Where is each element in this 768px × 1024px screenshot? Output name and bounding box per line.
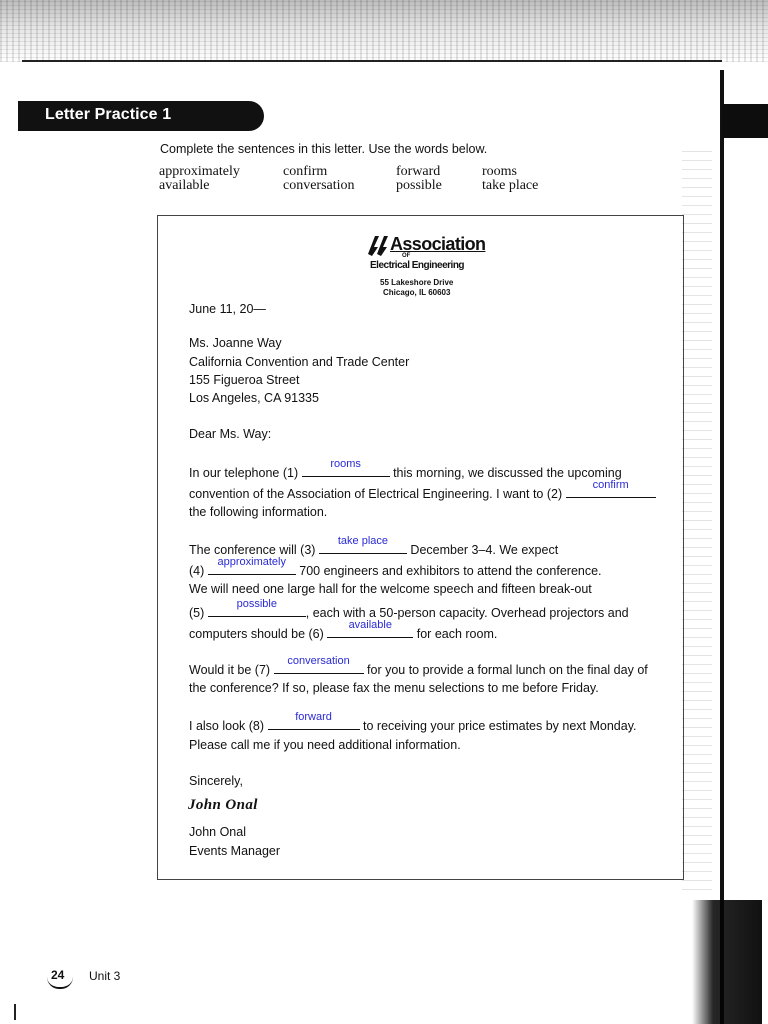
text-fragment: In our telephone — [189, 466, 283, 480]
text-fragment: convention of the Association of Electrical Engineering. I want to — [189, 487, 547, 501]
scan-noise-top — [0, 0, 768, 62]
paragraph-2-line-2 — [189, 556, 602, 578]
paragraph-2-line-1 — [189, 535, 559, 557]
paragraph-2-line-5 — [189, 619, 498, 641]
word-bank-item: conversation — [283, 178, 355, 193]
letterhead-logo — [368, 234, 486, 274]
page-number-underline — [47, 977, 73, 989]
word-bank-item: forward — [396, 164, 441, 179]
text-fragment: The conference will — [189, 543, 301, 557]
recipient-line: Los Angeles, CA 91335 — [189, 391, 319, 405]
text-fragment: to receiving your price estimates by next Monday. — [359, 719, 637, 733]
paragraph-1-line-1 — [189, 458, 622, 480]
paragraph-4-line-2: Please call me if you need additional information. — [189, 738, 461, 752]
page-edge-tab — [722, 104, 768, 138]
paragraph-1-line-3: the following information. — [189, 505, 328, 519]
recipient-line: California Convention and Trade Center — [189, 355, 410, 369]
answer-text: rooms — [330, 458, 361, 470]
recipient-line: Ms. Joanne Way — [189, 336, 282, 350]
blank-number: (5) — [189, 606, 205, 620]
answer-text: available — [348, 619, 392, 631]
paragraph-2-line-3: We will need one large hall for the welcome speech and fifteen break-out — [189, 582, 592, 596]
blank-number: (8) — [248, 719, 265, 733]
page-edge-right — [720, 70, 724, 1024]
word-bank-item: confirm — [283, 164, 328, 179]
signer-title: Events Manager — [189, 844, 281, 858]
word-bank-item: possible — [396, 178, 442, 193]
answer-text: conversation — [287, 655, 350, 667]
page-edge-shadow — [692, 900, 762, 1024]
text-fragment: computers should be — [189, 627, 309, 641]
paragraph-3-line-1 — [189, 655, 648, 677]
word-bank-item: available — [159, 178, 210, 193]
letterhead-address-2: Chicago, IL 60603 — [383, 288, 451, 297]
answer-blank[interactable] — [268, 711, 360, 730]
text-fragment: for you to provide a formal lunch on the final day of — [363, 663, 648, 677]
letter-date: June 11, 20— — [189, 302, 266, 316]
blank-number: (2) — [546, 487, 563, 501]
paragraph-4-line-1 — [189, 711, 637, 733]
answer-blank[interactable] — [566, 479, 656, 498]
closing: Sincerely, — [189, 774, 243, 788]
blank-number: (3) — [300, 543, 316, 557]
letterhead-name: Association — [390, 234, 486, 254]
answer-blank[interactable] — [319, 535, 407, 554]
page-number: 24 — [51, 968, 65, 982]
answer-blank[interactable] — [208, 598, 306, 617]
text-fragment: , each with a 50-person capacity. Overhead projectors and — [305, 606, 629, 620]
answer-blank[interactable] — [208, 556, 296, 575]
salutation: Dear Ms. Way: — [189, 427, 272, 441]
letterhead-subtitle: Electrical Engineering — [370, 260, 465, 271]
answer-text: approximately — [217, 556, 286, 568]
text-fragment: Would it be — [189, 663, 255, 677]
answer-blank[interactable] — [274, 655, 364, 674]
paragraph-2-line-4 — [189, 598, 629, 620]
signer-name: John Onal — [189, 825, 246, 839]
answer-blank[interactable] — [327, 619, 413, 638]
answer-text: possible — [236, 598, 277, 610]
letterhead-of: OF — [402, 253, 411, 259]
recipient-line: 155 Figueroa Street — [189, 373, 300, 387]
answer-text: confirm — [592, 479, 629, 491]
text-fragment: 700 engineers and exhibitors to attend the conference. — [295, 564, 602, 578]
word-bank-item: approximately — [159, 164, 240, 179]
paragraph-1-line-2 — [189, 479, 656, 501]
answer-blank[interactable] — [302, 458, 390, 477]
text-fragment: I also look — [189, 719, 249, 733]
blank-number: (6) — [308, 627, 324, 641]
instructions: Complete the sentences in this letter. Use the words below. — [160, 142, 488, 156]
answer-text: take place — [337, 535, 389, 547]
signature: John Onal — [188, 797, 258, 813]
word-bank-item: take place — [482, 178, 539, 193]
paragraph-3-line-2: the conference? If so, please fax the menu selections to me before Friday. — [189, 681, 599, 695]
text-fragment: December 3–4. We expect — [406, 543, 559, 557]
answer-text: forward — [295, 711, 332, 723]
section-title: Letter Practice 1 — [45, 106, 172, 123]
unit-label: Unit 3 — [89, 969, 121, 983]
page-edge-top — [22, 60, 722, 62]
blank-number: (4) — [189, 564, 205, 578]
lightning-icon — [368, 234, 392, 256]
page-edge-left — [14, 1004, 16, 1020]
text-fragment: for each room. — [413, 627, 498, 641]
letterhead-address-1: 55 Lakeshore Drive — [380, 278, 454, 287]
blank-number: (1) — [282, 466, 299, 480]
text-fragment: this morning, we discussed the upcoming — [389, 466, 622, 480]
scan-noise-right — [682, 150, 712, 890]
blank-number: (7) — [254, 663, 271, 677]
word-bank-item: rooms — [482, 164, 517, 179]
